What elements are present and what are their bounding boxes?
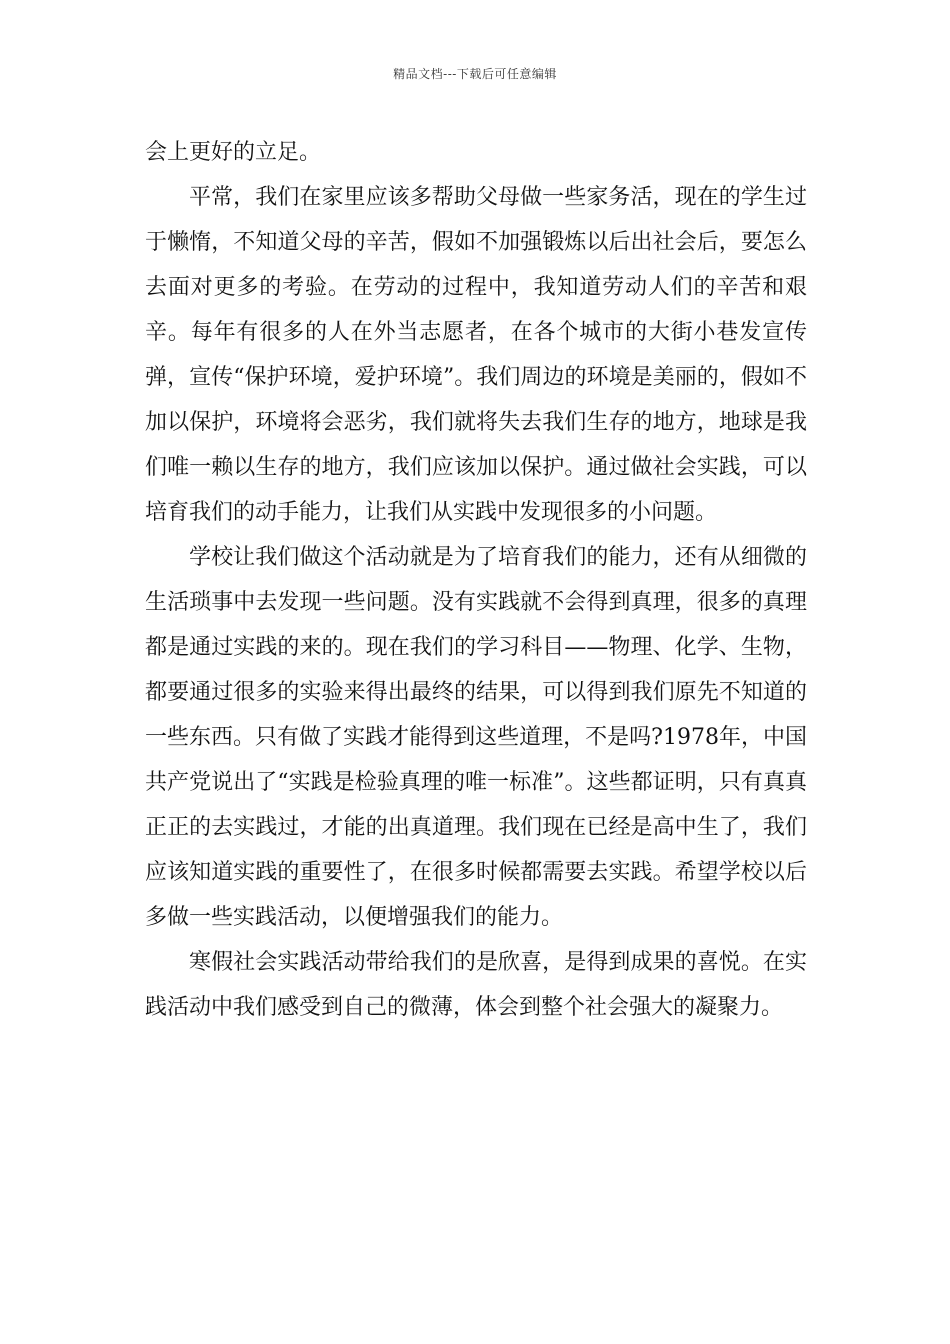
paragraph-2: 平常，我们在家里应该多帮助父母做一些家务活，现在的学生过于懒惰，不知道父母的辛苦，假如不加强锻炼以后出社会后，要怎么去面对更多的考验。在劳动的过程中，我知道劳动人们的辛苦和艰辛。每年有很多的人在外当志愿者，在各个城市的大街小巷发宣传弹，宣传“保护环境，爱护环境”。我们周边的环境是美丽的，假如不加以保护，环境将会恶劣，我们就将失去我们生存的地方，地球是我们唯一赖以生存的地方，我们应该加以保护。通过做社会实践，可以培育我们的动手能力，让我们从实践中发现很多的小问题。 — [145, 185, 807, 525]
paragraph-1: 会上更好的立足。 — [145, 140, 322, 165]
paragraph-3: 学校让我们做这个活动就是为了培育我们的能力，还有从细微的生活琐事中去发现一些问题。没有实践就不会得到真理，很多的真理都是通过实践的来的。现在我们的学习科目——物理、化学、生物，都要通过很多的实验来得出最终的结果，可以得到我们原先不知道的一些东西。只有做了实践才能得到这些道理，不是吗?1978年，中国共产党说出了“实践是检验真理的唯一标准”。这些都证明，只有真真正正的去实践过，才能的出真道理。我们现在已经是高中生了，我们应该知道实践的重要性了，在很多时候都需要去实践。希望学校以后多做一些实践活动，以便增强我们的能力。 — [145, 545, 807, 930]
paragraph-4: 寒假社会实践活动带给我们的是欣喜，是得到成果的喜悦。在实践活动中我们感受到自己的微薄，体会到整个社会强大的凝聚力。 — [145, 950, 807, 1020]
document-body — [145, 130, 807, 1030]
page-header: 精品文档---下载后可任意编辑 — [393, 67, 557, 81]
